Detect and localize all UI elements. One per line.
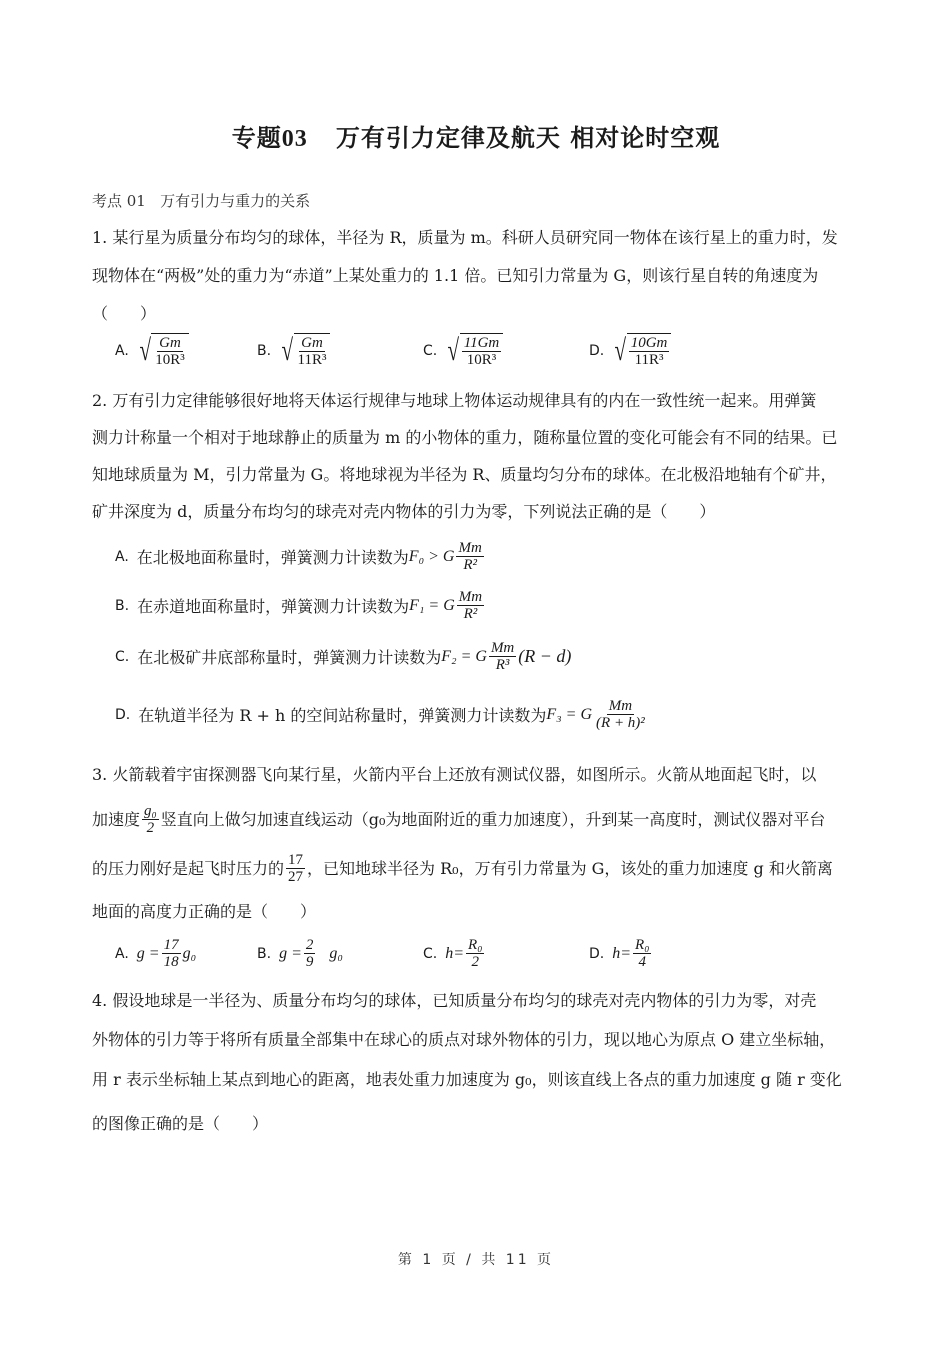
formula [546,698,648,731]
denominator: R³ [495,657,510,673]
question-line [92,764,816,786]
formula-lhs: F₂ = G [441,647,487,665]
option-b[interactable] [257,333,330,369]
question-line: （ ） [92,304,157,323]
numerator: g₀ [144,803,157,819]
question-number: 4. [92,991,108,1010]
section-label: 考点 01 [92,192,146,210]
question-text: 假设地球是一半径为、质量分布均匀的球体，已知质量分布均匀的球壳对壳内物体的引力为零，对壳 [112,991,817,1010]
numerator: R₀ [635,937,650,953]
numerator: R₀ [468,937,483,953]
formula [279,937,343,970]
denominator: 2 [146,820,155,836]
option-label: B. [257,945,272,962]
option-a[interactable] [115,540,486,573]
question-number: 2. [92,391,108,410]
section-text: 万有引力与重力的关系 [160,192,311,210]
numerator: Mm [608,698,633,714]
fraction [286,852,305,885]
sqrt-formula: √ $\frac{Gm}{\text{11R³}}$ [279,333,330,369]
formula-lhs: F₃ = G [546,705,593,723]
denominator: R² [463,606,478,622]
option-c[interactable] [115,640,571,673]
denominator: 10R³ [155,352,185,368]
denominator: 4 [638,954,646,970]
option-label: A. [115,343,129,359]
formula [409,589,486,622]
question-text: 某行星为质量分布均匀的球体，半径为 R，质量为 m。科研人员研究同一物体在该行星上的重力时，发 [112,228,838,247]
numerator: 17 [163,937,179,953]
question-line [92,852,833,885]
sqrt-formula: √ $\frac{Gm}{\text{10R³}}$ [137,333,189,369]
denominator: 11R³ [297,352,327,368]
numerator: Gm [301,335,323,351]
numerator: Mm [458,540,482,556]
option-label: B. [257,343,272,359]
denominator: 2 [471,954,479,970]
page-title [0,118,952,153]
option-label: D. [589,343,605,359]
question-line [92,803,825,836]
question-line: 现物体在“两极”处的重力为“赤道”上某处重力的 1.1 倍。已知引力常量为 G，则该行星自转的角速度为 [92,266,819,285]
denominator: 9 [305,954,314,970]
option-label: C. [115,648,130,665]
formula-lhs: F₀ > G [408,547,455,565]
denominator: 11R³ [634,352,664,368]
option-text: 在北极地面称量时，弹簧测力计读数为 [136,548,409,567]
formula [137,937,196,970]
option-label: C. [423,343,438,359]
option-d[interactable] [115,698,649,731]
numerator: 2 [305,937,314,953]
numerator: 11Gm [463,335,500,351]
option-c[interactable] [423,333,503,369]
formula-lhs: g = [279,944,302,962]
formula-tail: g₀ [182,944,197,962]
option-a[interactable] [115,333,189,369]
option-text: 在轨道半径为 R + h 的空间站称量时，弹簧测力计读数为 [138,706,547,725]
question-text: 万有引力定律能够很好地将天体运行规律与地球上物体运动规律具有的内在一致性统一起来。用弹簧 [112,391,817,410]
numerator: Mm [490,640,515,656]
question-line: 知地球质量为 M，引力常量为 G。将地球视为半径为 R、质量均匀分布的球体。在北极沿地轴有个矿井， [92,465,837,484]
question-line: 测力计称量一个相对于地球静止的质量为 m 的小物体的重力，随称量位置的变化可能会有不同的结果。已 [92,428,838,447]
formula [441,640,571,673]
option-label: A. [115,945,129,962]
formula [612,937,653,970]
formula-tail: g₀ [329,944,343,962]
question-line [92,227,838,249]
title-prefix: 专题 [231,124,282,152]
numerator: 10Gm [630,335,668,351]
question-line: 的图像正确的是（ ） [92,1114,269,1133]
question-line [92,990,816,1012]
sqrt-formula: √ $\frac{10Gm}{\text{11R³}}$ [612,333,671,369]
option-label: C. [423,945,438,962]
formula-lhs: g = [136,944,160,962]
denominator: R² [463,557,477,573]
option-label: B. [115,597,130,614]
option-label: D. [115,706,131,723]
question-line: 用 r 表示坐标轴上某点到地心的距离，地表处重力加速度为 g₀，则该直线上各点的重力加速度 g 随 r 变化 [92,1070,842,1089]
question-line [92,390,816,412]
option-b[interactable] [115,589,486,622]
formula [409,540,486,573]
title-number: 03 [281,126,308,152]
page-footer: 第 1 页 / 共 11 页 [397,1252,555,1268]
formula [445,937,486,970]
question-text: 的压力刚好是起飞时压力的 [92,858,285,878]
denominator: 10R³ [466,352,497,368]
option-text: 在赤道地面称量时，弹簧测力计读数为 [137,597,410,616]
option-c[interactable] [423,937,486,970]
numerator: Mm [458,589,483,605]
question-number: 1. [92,228,108,247]
question-text: ，已知地球半径为 R₀，万有引力常量为 G，该处的重力加速度 g 和火箭离 [307,858,833,878]
fraction [142,803,159,836]
formula-tail: (R − d) [518,646,572,666]
section-heading [92,190,310,211]
question-text: 火箭载着宇宙探测器飞向某行星，火箭内平台上还放有测试仪器，如图所示。火箭从地面起飞时，以 [112,765,817,784]
question-text: 加速度 [92,809,141,829]
numerator: Gm [159,335,181,351]
formula-lhs: h= [612,944,632,962]
question-line: 地面的高度力正确的是（ ） [92,902,317,921]
question-number: 3. [92,765,108,784]
option-text: 在北极矿井底部称量时，弹簧测力计读数为 [137,648,442,667]
sqrt-formula: √ $\frac{11Gm}{\text{10R³}}$ [445,333,503,369]
title-text: 万有引力定律及航天 相对论时空观 [335,124,721,152]
numerator: 17 [288,852,304,868]
option-d[interactable] [589,333,671,369]
option-label: A. [115,548,129,565]
denominator: (R + h)² [596,715,645,731]
denominator: 27 [288,869,304,885]
option-d[interactable] [589,937,653,970]
option-b[interactable] [257,937,343,970]
formula-lhs: F₁ = G [409,596,455,614]
denominator: 18 [163,954,179,970]
question-text: 竖直向上做匀加速直线运动（g₀为地面附近的重力加速度），升到某一高度时，测试仪器对平台 [160,809,826,829]
formula-lhs: h= [445,944,465,962]
option-label: D. [589,945,605,962]
question-line: 矿井深度为 d，质量分布均匀的球壳对壳内物体的引力为零，下列说法正确的是（ ） [92,502,716,521]
question-line: 外物体的引力等于将所有质量全部集中在球心的质点对球外物体的引力，现以地心为原点 O 建立坐标轴， [92,1030,836,1049]
option-a[interactable] [115,937,196,970]
